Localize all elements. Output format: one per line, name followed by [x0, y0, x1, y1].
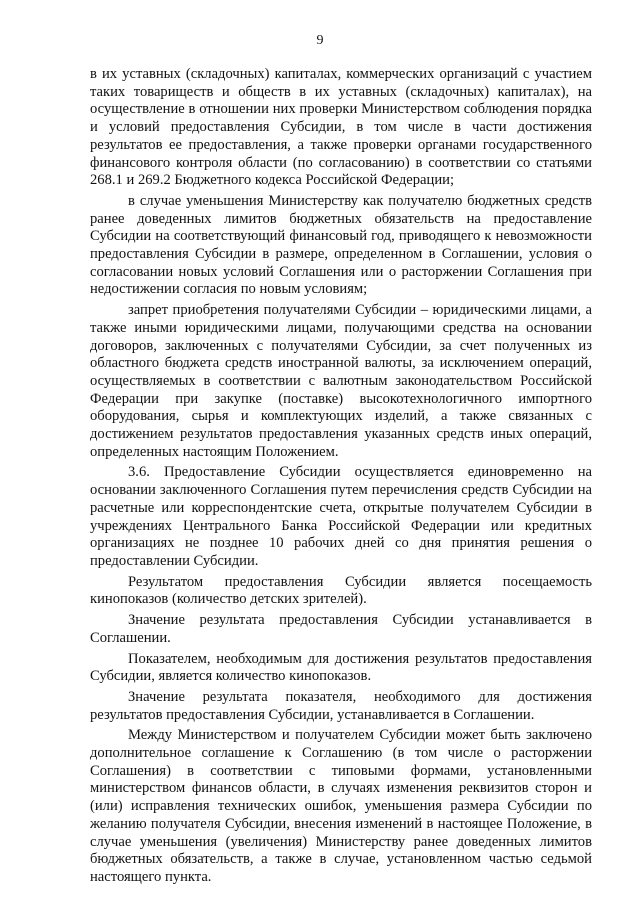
paragraph-budget-limits: в случае уменьшения Министерству как получателю бюджетных средств ранее доведенных лимитов бюджетных обязательств на предоставление Субсидии на соответствующий финансовый год, приводящего к невозможности предоставления Субсидии в размере, определенном в Соглашении, условия о согласовании новых условий Соглашения или о расторжении Соглашения при недостижении согласия по новым условиям;: [90, 192, 592, 298]
document-body: [90, 66, 592, 890]
paragraph-section-3-6: 3.6. Предоставление Субсидии осуществляется единовременно на основании заключенного Соглашения путем перечисления средств Субсидии на расчетные или корреспондентские счета, открытые получателем Субсидии в учреждениях Центрального Банка Российской Федерации или кредитных организациях не позднее 10 рабочих дней со дня принятия решения о предоставлении Субсидии.: [90, 464, 592, 569]
paragraph-continuation: в их уставных (складочных) капиталах, коммерческих организаций с участием таких товариществ и обществ в их уставных (складочных) капиталах), на осуществление в отношении них проверки Министерством соблюдения порядка и условий предоставления Субсидии, в том числе в части достижения результатов ее предоставления, а также проверки органами государственного финансового контроля области (по согласованию) в соответствии со статьями 268.1 и 269.2 Бюджетного кодекса Российской Федерации;: [90, 66, 592, 189]
paragraph-currency-ban: запрет приобретения получателями Субсидии – юридическими лицами, а также иными юридическими лицами, получающими средства на основании договоров, заключенных с получателями Субсидии, за счет полученных из областного бюджета средств иностранной валюты, за исключением операций, осуществляемых в соответствии с валютным законодательством Российской Федерации при закупке (поставке) высокотехнологичного импортного оборудования, сырья и комплектующих изделий, а также связанных с достижением результатов предоставления указанных средств иных операций, определенных настоящим Положением.: [90, 302, 592, 460]
paragraph-indicator: Показателем, необходимым для достижения результатов предоставления Субсидии, является количество кинопоказов.: [90, 650, 592, 685]
paragraph-result: Результатом предоставления Субсидии является посещаемость кинопоказов (количество детских зрителей).: [90, 573, 592, 608]
paragraph-result-value: Значение результата предоставления Субсидии устанавливается в Соглашении.: [90, 612, 592, 646]
paragraph-additional-agreement: Между Министерством и получателем Субсидии может быть заключено дополнительное соглашение к Соглашению (в том числе о расторжении Соглашения) в соответствии с типовыми формами, установленными министерством финансов области, в случаях изменения реквизитов сторон и (или) исправления технических ошибок, уменьшения размера Субсидии по желанию получателя Субсидии, внесения изменений в настоящее Положение, в случае уменьшения (увеличения) Министерству ранее доведенных лимитов бюджетных обязательств, а также в случае, установленном частью седьмой настоящего пункта.: [90, 727, 592, 885]
paragraph-indicator-value: Значение результата показателя, необходимого для достижения результатов предоставления Субсидии, устанавливается в Соглашении.: [90, 688, 592, 723]
page-number: 9: [316, 33, 324, 48]
